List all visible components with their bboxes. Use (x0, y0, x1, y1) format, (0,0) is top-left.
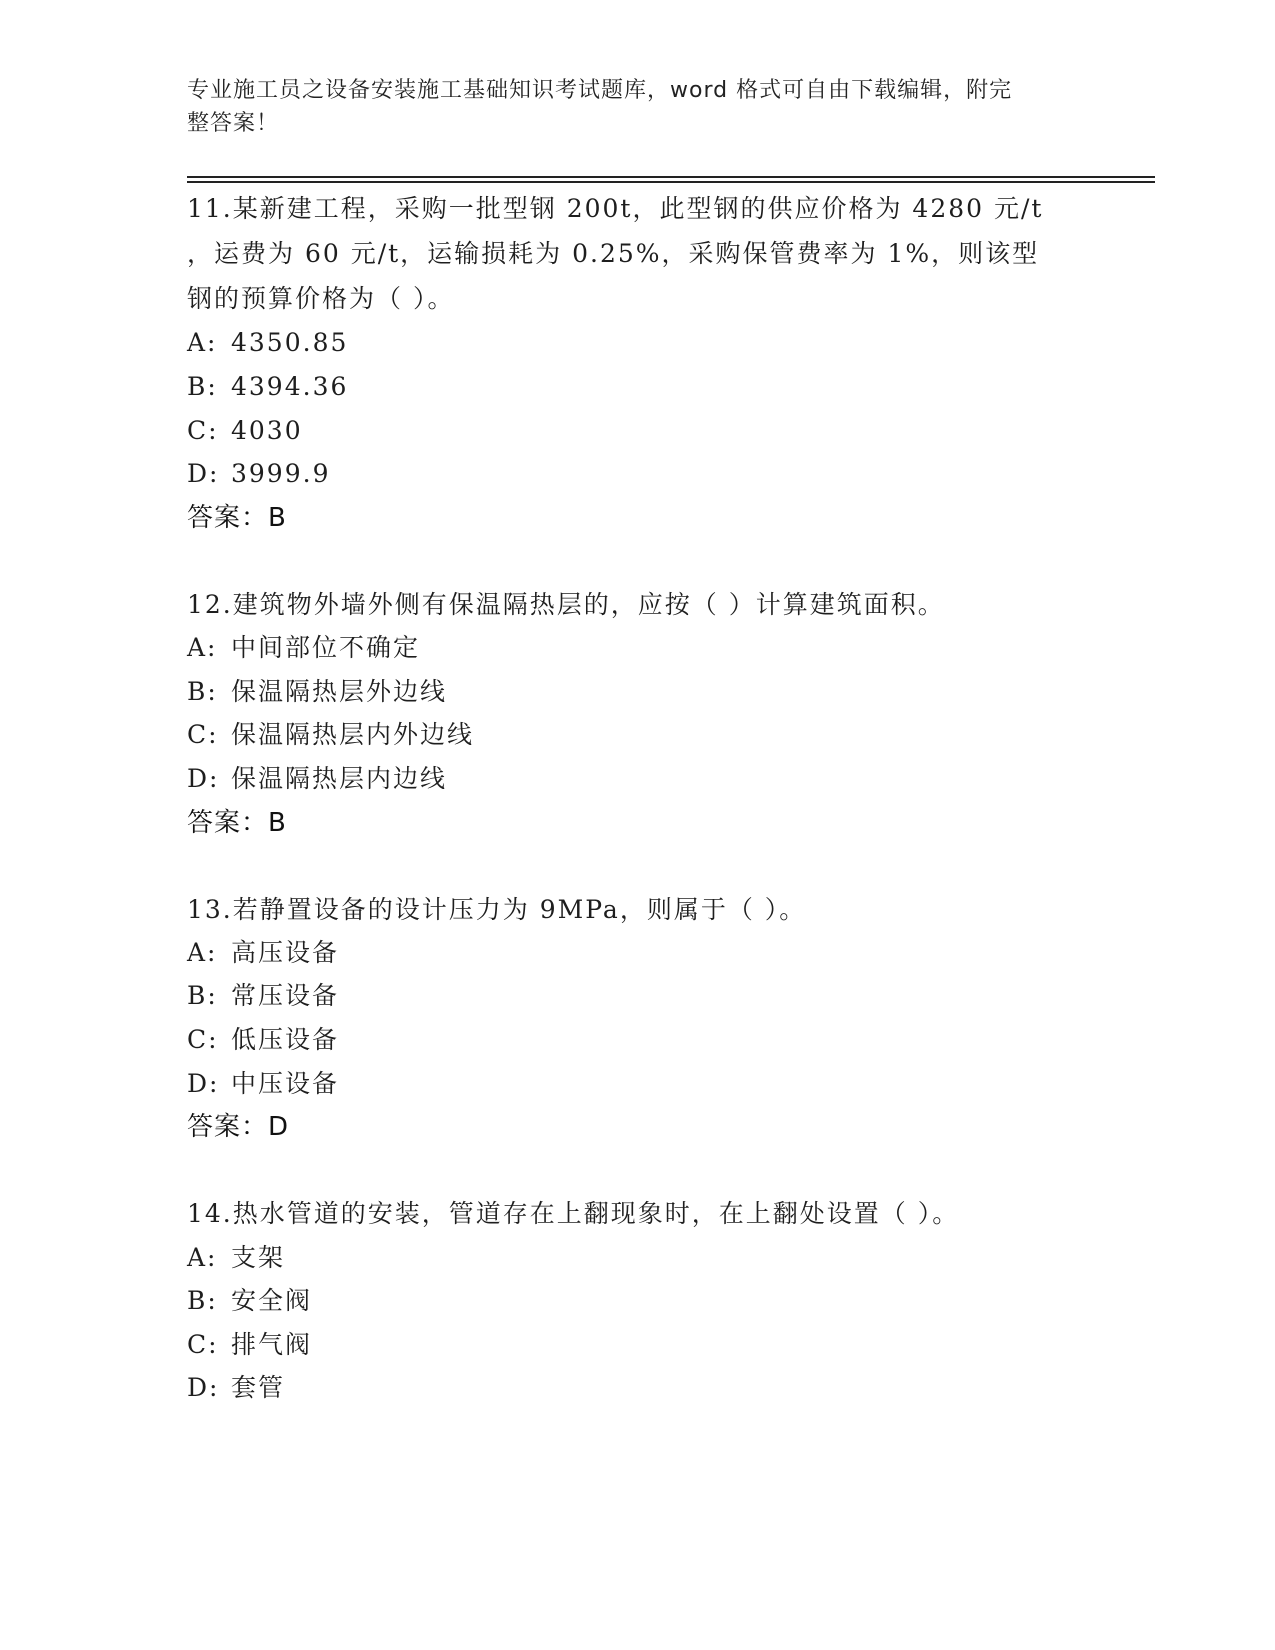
question-11-option-b (187, 364, 348, 410)
question-11-option-d (187, 451, 330, 497)
option-text: 中压设备 (231, 1069, 340, 1098)
option-letter: B: (187, 372, 218, 401)
option-letter: C: (187, 1330, 219, 1359)
header-line-1: 专业施工员之设备安装施工基础知识考试题库，word 格式可自由下载编辑，附完 (187, 78, 1013, 103)
option-text: 套管 (231, 1373, 286, 1402)
question-13-answer: 答案：D (187, 1112, 290, 1142)
question-13-option-b (187, 973, 339, 1019)
option-text: 3999.9 (231, 459, 331, 488)
option-letter: A: (187, 1243, 218, 1272)
question-11-line-2: ，运费为 60 元/t，运输损耗为 0.25%，采购保管费率为 1%，则该型 (187, 239, 1040, 268)
document-header (187, 74, 1067, 140)
question-14-option-d (187, 1365, 285, 1411)
option-letter: D: (187, 459, 220, 488)
question-13-option-c (187, 1017, 339, 1063)
question-14-line-1: 14.热水管道的安装，管道存在上翻现象时，在上翻处设置（ ）。 (187, 1199, 960, 1228)
question-14-option-b (187, 1278, 312, 1324)
question-12-option-b (187, 669, 447, 715)
option-letter: C: (187, 720, 219, 749)
option-letter: B: (187, 981, 218, 1010)
option-text: 保温隔热层内外边线 (231, 720, 475, 749)
option-text: 4350.85 (231, 328, 349, 357)
question-12-line-1: 12.建筑物外墙外侧有保温隔热层的，应按（ ）计算建筑面积。 (187, 590, 945, 619)
option-text: 4030 (231, 416, 303, 445)
option-letter: A: (187, 328, 218, 357)
question-13-option-a (187, 930, 339, 976)
question-11-answer: 答案：B (187, 503, 287, 533)
option-letter: C: (187, 416, 219, 445)
option-letter: B: (187, 677, 218, 706)
question-12-answer: 答案：B (187, 808, 287, 838)
option-text: 高压设备 (231, 938, 340, 967)
option-text: 中间部位不确定 (231, 633, 421, 662)
question-12-option-d (187, 756, 447, 802)
option-letter: C: (187, 1025, 219, 1054)
header-divider-top (187, 176, 1155, 178)
header-divider-bottom (187, 181, 1155, 183)
option-text: 低压设备 (231, 1025, 340, 1054)
option-text: 保温隔热层外边线 (231, 677, 448, 706)
option-text: 排气阀 (231, 1330, 313, 1359)
question-11-line-1: 11.某新建工程，采购一批型钢 200t，此型钢的供应价格为 4280 元/t (187, 194, 1044, 223)
option-letter: B: (187, 1286, 218, 1315)
option-text: 常压设备 (231, 981, 340, 1010)
question-13-line-1: 13.若静置设备的设计压力为 9MPa，则属于（ ）。 (187, 895, 807, 924)
option-letter: D: (187, 1069, 220, 1098)
option-text: 安全阀 (231, 1286, 313, 1315)
question-12-option-c (187, 712, 474, 758)
question-11-option-c (187, 408, 303, 454)
option-letter: A: (187, 633, 218, 662)
option-text: 4394.36 (231, 372, 349, 401)
question-12-option-a (187, 625, 420, 671)
question-13-option-d (187, 1061, 339, 1107)
option-text: 支架 (231, 1243, 286, 1272)
option-letter: D: (187, 1373, 220, 1402)
question-11-line-3: 钢的预算价格为（ ）。 (187, 284, 455, 313)
option-letter: A: (187, 938, 218, 967)
option-text: 保温隔热层内边线 (231, 764, 448, 793)
header-line-2: 整答案！ (187, 111, 280, 136)
question-11-option-a (187, 320, 348, 366)
option-letter: D: (187, 764, 220, 793)
question-14-option-c (187, 1322, 312, 1368)
question-14-option-a (187, 1235, 285, 1281)
